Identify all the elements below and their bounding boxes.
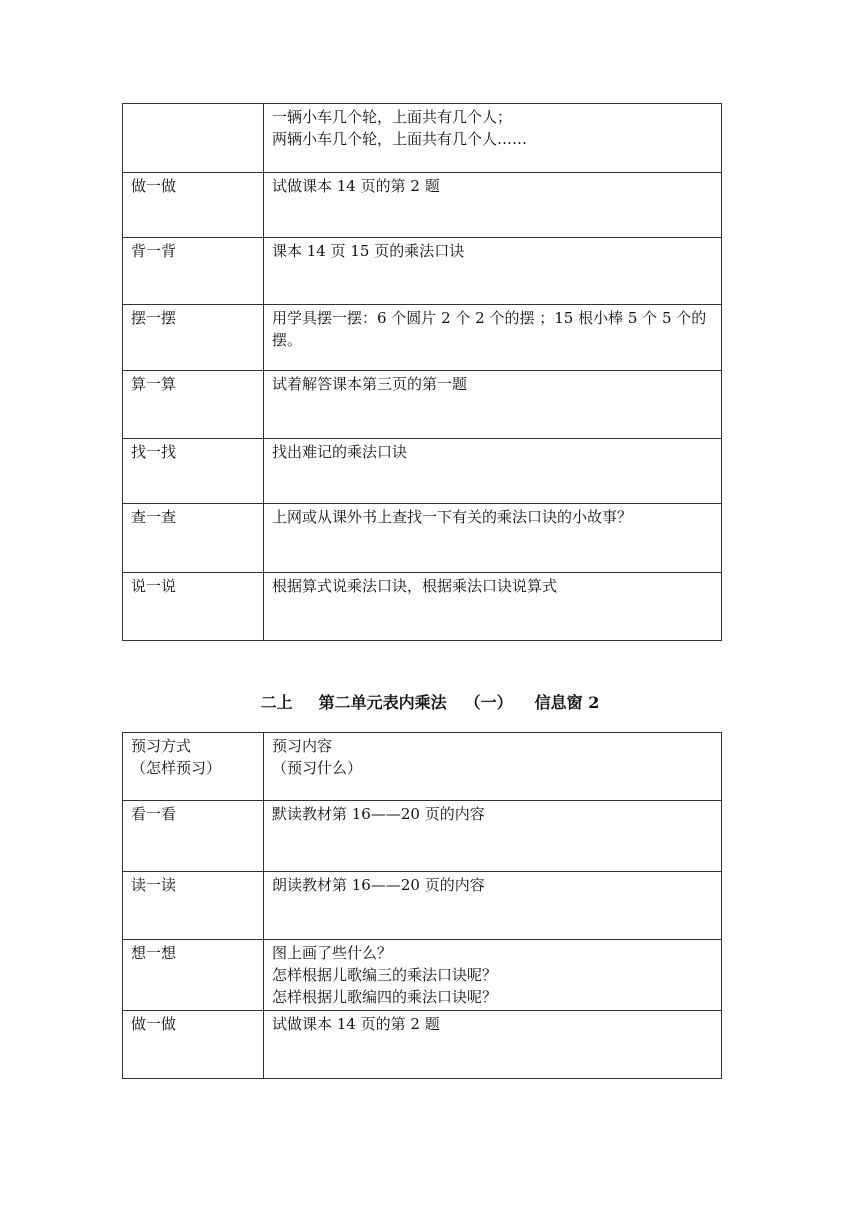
- heading-unit: 第二单元表内乘法: [318, 693, 447, 712]
- content-cell: [264, 1011, 722, 1079]
- method-header-cell: [123, 733, 264, 801]
- method-cell: 做一做: [123, 173, 264, 238]
- content-cell: [264, 439, 722, 504]
- content-cell: [264, 801, 722, 872]
- table-row: [123, 504, 722, 573]
- table-header-row: [123, 733, 722, 801]
- method-cell: 做一做: [123, 1011, 264, 1079]
- content-header-line: （预习什么）: [272, 759, 363, 777]
- content-line: 试着解答课本第三页的第一题: [272, 375, 468, 393]
- method-cell: 找一找: [123, 439, 264, 504]
- content-line: 怎样根据儿歌编四的乘法口诀呢？: [272, 988, 498, 1006]
- content-line: 一辆小车几个轮，上面共有几个人；: [272, 108, 513, 126]
- heading-window: 信息窗 2: [534, 693, 600, 712]
- section-heading: [0, 690, 860, 713]
- method-cell: 算一算: [123, 371, 264, 439]
- table-row: [123, 573, 722, 641]
- preview-table-2: [122, 732, 722, 1079]
- table-row: [123, 1011, 722, 1079]
- method-cell: 想一想: [123, 940, 264, 1011]
- content-line: 图上画了些什么？: [272, 944, 393, 962]
- method-cell: 看一看: [123, 801, 264, 872]
- content-line: 用学具摆一摆：6 个圆片 2 个 2 个的摆 ；15 根小棒 5 个 5 个的摆。: [272, 309, 707, 349]
- content-line: 怎样根据儿歌编三的乘法口诀呢？: [272, 966, 498, 984]
- table-row: [123, 104, 722, 173]
- preview-table-1: [122, 103, 722, 641]
- content-header-cell: [264, 733, 722, 801]
- method-cell: 查一查: [123, 504, 264, 573]
- heading-grade: 二上: [260, 693, 293, 712]
- table-row: [123, 801, 722, 872]
- table-row: [123, 173, 722, 238]
- content-cell: [264, 504, 722, 573]
- content-cell: [264, 371, 722, 439]
- content-line: 试做课本 14 页的第 2 题: [272, 1015, 440, 1033]
- content-cell: [264, 872, 722, 940]
- content-line: 课本 14 页 15 页的乘法口诀: [272, 242, 465, 260]
- content-header-line: 预习内容: [272, 737, 333, 755]
- table-row: [123, 439, 722, 504]
- method-cell: 背一背: [123, 238, 264, 305]
- method-cell: 摆一摆: [123, 305, 264, 371]
- method-header-line: （怎样预习）: [131, 759, 222, 777]
- content-cell: [264, 940, 722, 1011]
- table-row: [123, 305, 722, 371]
- content-line: 朗读教材第 16——20 页的内容: [272, 876, 485, 894]
- content-line: 两辆小车几个轮，上面共有几个人……: [272, 130, 528, 148]
- table-row: [123, 872, 722, 940]
- content-line: 上网或从课外书上查找一下有关的乘法口诀的小故事？: [272, 508, 633, 526]
- content-line: 根据算式说乘法口诀，根据乘法口诀说算式: [272, 577, 558, 595]
- content-cell: [264, 573, 722, 641]
- table-row: [123, 238, 722, 305]
- content-line: 试做课本 14 页的第 2 题: [272, 177, 440, 195]
- content-cell: [264, 305, 722, 371]
- method-cell: [123, 104, 264, 173]
- content-line: 找出难记的乘法口诀: [272, 443, 408, 461]
- method-header-line: 预习方式: [131, 737, 192, 755]
- table-row: [123, 940, 722, 1011]
- content-cell: [264, 173, 722, 238]
- content-line: 默读教材第 16——20 页的内容: [272, 805, 485, 823]
- method-cell: 说一说: [123, 573, 264, 641]
- heading-part: （一）: [464, 693, 513, 712]
- method-cell: 读一读: [123, 872, 264, 940]
- content-cell: [264, 104, 722, 173]
- table-row: [123, 371, 722, 439]
- content-cell: [264, 238, 722, 305]
